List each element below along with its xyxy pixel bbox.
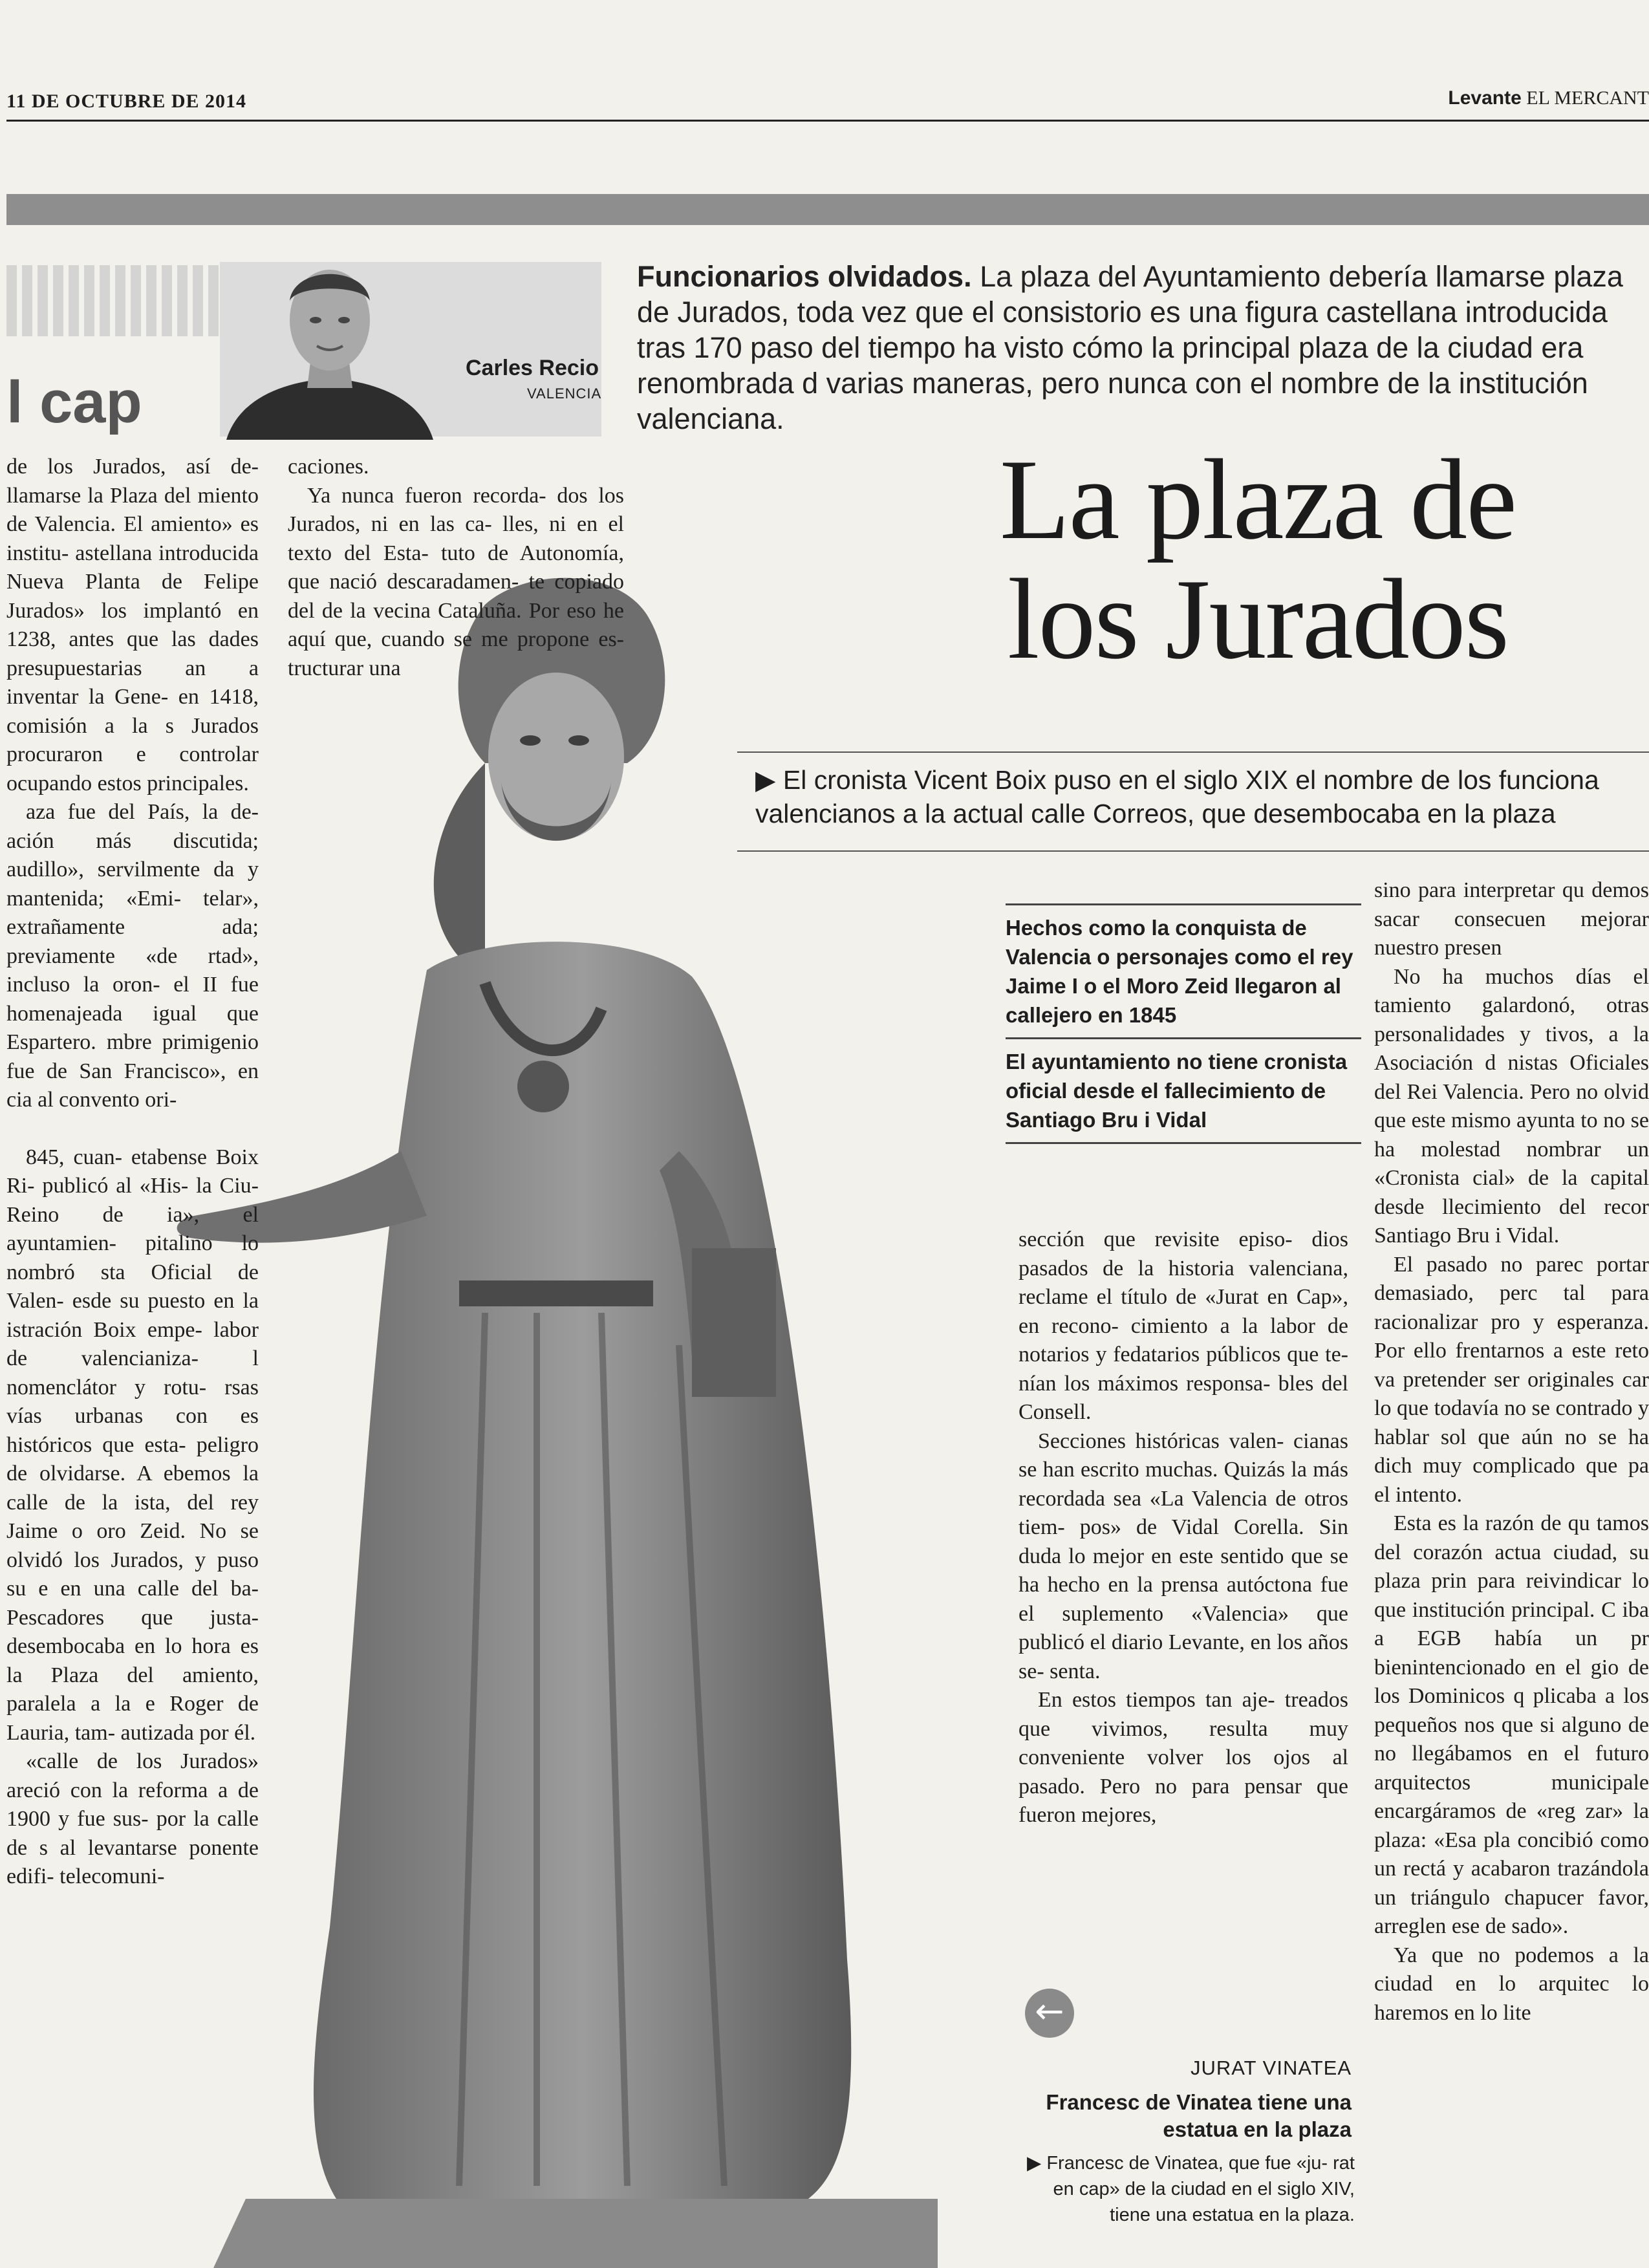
- column-1: [6, 453, 259, 1892]
- kicker-1: Hechos como la conquista de Valencia o personajes como el rey Jaime I o el Moro Zeid llegaron al callejero en 1845: [1006, 916, 1353, 1027]
- col4-paragraph: Ya que no podemos a la ciudad en lo arquitec lo haremos en lo lite: [1374, 1943, 1649, 2025]
- caption-label: JURAT VINATEA: [1191, 2057, 1352, 2079]
- col4-paragraph: No ha muchos días el tamiento galardonó, otras personalidades y tivos, a la Asociación d nistas Oficiales del Rei Valencia. Pero no olvid que este mismo ayunta to no se ha molestad nombrar un «Cronista cial» de la capital desde llecimiento del recor Santiago Bru i Vidal.: [1374, 964, 1649, 1247]
- section-pixel-decoration: [6, 265, 220, 336]
- col3-paragraph: En estos tiempos tan aje- treados que vivimos, resulta muy conveniente volver los ojos al pasado. Pero no para pensar que fueron mejores,: [1018, 1688, 1348, 1827]
- headline-line-1: La plaza de: [999, 435, 1516, 563]
- col2-paragraph: Ya nunca fueron recorda- dos los Jurados, ni en las ca- lles, ni en el texto del Esta- tuto de Autonomía, que nació descaradamen- te copiado del de la vecina Cataluña. Por eso he aquí que, cuando se me propone es- tructurar una: [288, 483, 624, 680]
- kicker-rule: [1006, 903, 1361, 905]
- column-2: [288, 453, 624, 683]
- kicker-box: [1006, 896, 1361, 1152]
- caption-heading: Francesc de Vinatea tiene una estatua en la plaza: [1046, 2090, 1352, 2141]
- kicker-rule: [1006, 1142, 1361, 1144]
- section-band: [6, 194, 1649, 225]
- headline-line-2: los Jurados: [1007, 555, 1509, 683]
- newspaper-brand: [1448, 87, 1649, 109]
- col1-paragraph: 845, cuan- etabense Boix Ri- publicó al «His- la Ciu- Reino de ia», el ayuntamien- pitalino lo nombró sta Oficial de Valen- esde su puesto en la istración Boix empe- labor de valencianiza- l nomenclátor y rotu- rsas vías urbanas con es históricos que esta- peligro de olvidarse. A ebemos la calle de la ista, del rey Jaime o oro Zeid. No se olvidó los Jurados, y puso su e en una calle del ba- Pescadores que justa- desembocaba en lo hora es la Plaza del amiento, paralela a la e Roger de Lauria, tam- autizada por él.: [6, 1145, 259, 1745]
- brand-rest: EL MERCANT: [1526, 87, 1649, 109]
- col4-paragraph: El pasado no parec portar demasiado, perc tal para racionalizar pro y esperanza. Por ello frentarnos a este reto va pretender ser originales car lo que todavía no se contrado y hablar sol que aún no se ha dich muy complicado que pa el intento.: [1374, 1252, 1649, 1507]
- col1-paragraph: «calle de los Jurados» areció con la reforma a de 1900 y fue sus- por la calle de s al levantarse ponente edifi- telecomuni-: [6, 1749, 259, 1888]
- col1-paragraph: aza fue del País, la de- ación más discutida; audillo», servilmente da y mantenida; «Emi- telar», extrañamente ada; previamente «de rtad», incluso la oron- el II fue homenajeada igual que Espartero. mbre primigenio fue de San Francisco», en cia al convento ori-: [6, 800, 259, 1112]
- lead-paragraph: [637, 259, 1649, 437]
- col4-paragraph: Esta es la razón de qu tamos del corazón actua ciudad, su plaza prin para reivindicar lo que institución principal. C iba a EGB había un pr bienintencionado en el gio de los Dominicos q plicaba a los pequeños nos que si alguno de no llegábamos en el futuro arquitectos municipale encargáramos de «reg zar» la plaza: «Esa pla concibió como un rectá y acabaron trazándola un triángulo chapucer favor, arreglen ese de sado».: [1374, 1511, 1649, 1938]
- kicker-rule: [1006, 1037, 1361, 1039]
- col1-paragraph: de los Jurados, así de- llamarse la Plaza del miento de Valencia. El amiento» es institu- astellana introducida Nueva Planta de Felipe Jurados» los implantó en 1238, antes que las dades presupuestarias an a inventar la Gene- en 1418, comisión a la s Jurados procuraron e controlar ocupando estos principales.: [6, 455, 259, 795]
- author-name: Carles Recio: [466, 356, 599, 380]
- caption-text: ▶ Francesc de Vinatea, que fue «ju- rat en cap» de la ciudad en el siglo XIV, tiene una estatua en la plaza.: [1026, 2153, 1355, 2225]
- header-rule: [6, 120, 1649, 122]
- headline: [886, 435, 1630, 683]
- author-city: VALENCIA: [527, 385, 602, 402]
- col2-paragraph: caciones.: [288, 455, 369, 479]
- col3-paragraph: sección que revisite episo- dios pasados de la historia valenciana, reclame el título de «Jurat en Cap», en recono- cimiento a la labor de notarios y fedatarios públicos que te- nían los máximos responsa- bles del Consell.: [1018, 1227, 1348, 1424]
- subtitle: ▶ El cronista Vicent Boix puso en el siglo XIX el nombre de los funciona valencianos a la actual calle Correos, que desembocaba en la plaza: [755, 765, 1599, 828]
- column-3: [1018, 1226, 1348, 1830]
- issue-date: 11 DE OCTUBRE DE 2014: [6, 91, 247, 112]
- author-photo: [213, 249, 446, 440]
- lead-bold: Funcionarios olvidados.: [637, 260, 972, 293]
- col3-paragraph: Secciones históricas valen- cianas se han escrito muchas. Quizás la más recordada sea «La Valencia de otros tiem- pos» de Vidal Corella. Sin duda lo mejor en este sentido que se ha hecho en la prensa autóctona fue el suplemento «Valencia» que publicó el diario Levante, en los años se- senta.: [1018, 1429, 1348, 1683]
- section-label: l cap: [6, 369, 142, 435]
- col4-paragraph: sino para interpretar qu demos sacar consecuen mejorar nuestro presen: [1374, 878, 1649, 960]
- brand-bold: Levante: [1448, 87, 1522, 109]
- kicker-2: El ayuntamiento no tiene cronista oficial desde el fallecimiento de Santiago Bru i Vidal: [1006, 1050, 1348, 1132]
- lead-text: La plaza del Ayuntamiento debería llamarse plaza de Jurados, toda vez que el consistorio es una figura castellana introducida tras 170 paso del tiempo ha visto cómo la principal plaza de la ciudad era renombrada d varias maneras, pero nunca con el nombre de la institución valenciana.: [637, 260, 1623, 435]
- arrow-left-icon: ←: [1025, 1989, 1074, 2038]
- column-4: [1374, 876, 1649, 2027]
